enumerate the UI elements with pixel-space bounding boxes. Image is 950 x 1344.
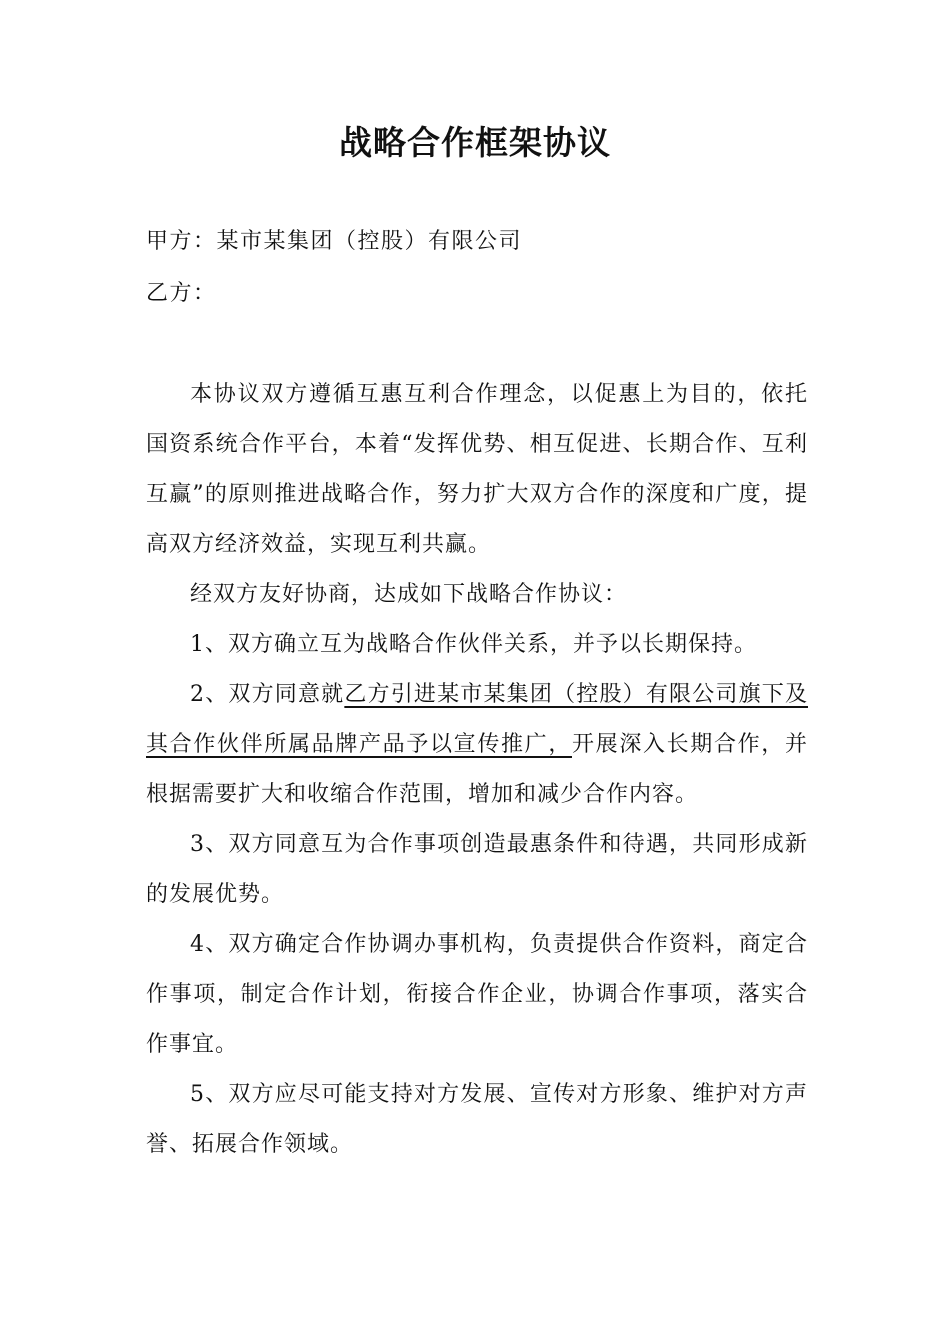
party-a-line: 甲方：某市某集团（控股）有限公司 [146,229,523,254]
party-b-line: 乙方： [146,281,217,306]
clause-2-underlined-text: 乙方引进某市某集团（控股）有限公司旗下及其合作伙伴所属品牌产品予以宣传推广， [146,682,808,757]
clause-5: 5、双方应尽可能支持对方发展、宣传对方形象、维护对方声誉、拓展合作领域。 [146,1082,808,1157]
clause-2-suffix: 开展深入长期合作，并根据需要扩大和收缩合作范围，增加和减少合作内容。 [146,732,808,807]
document-title: 战略合作框架协议 [339,123,611,162]
clause-1: 1、双方确立互为战略合作伙伴关系，并予以长期保持。 [190,632,757,657]
intro-paragraph: 本协议双方遵循互惠互利合作理念，以促惠上为目的，依托国资系统合作平台，本着“发挥优势、相互促进、长期合作、互利互赢”的原则推进战略合作，努力扩大双方合作的深度和广度，提高双方经济效益，实现互利共赢。 [146,382,808,557]
clause-3: 3、双方同意互为合作事项创造最惠条件和待遇，共同形成新的发展优势。 [146,832,808,907]
clause-2 [146,670,808,820]
clause-2-prefix: 2、双方同意就 [190,682,345,707]
consensus-paragraph: 经双方友好协商，达成如下战略合作协议： [190,582,628,607]
clause-4: 4、双方确定合作协调办事机构，负责提供合作资料，商定合作事项，制定合作计划，衔接合作企业，协调合作事项，落实合作事宜。 [146,932,808,1057]
agreement-body [146,370,808,1170]
